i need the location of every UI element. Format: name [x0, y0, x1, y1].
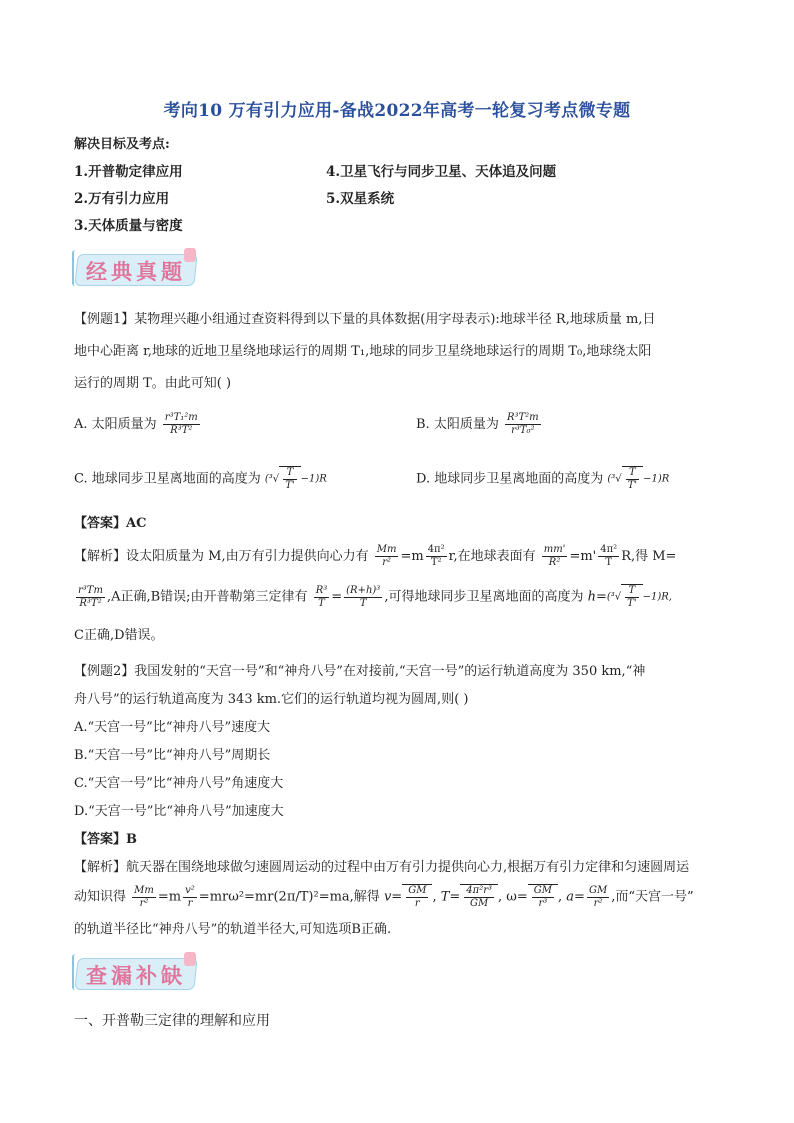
example2-stem-line: 舟八号”的运行轨道高度为 343 km.它们的运行轨道均视为圆周,则( ): [74, 692, 469, 707]
section-banner-classic: [72, 248, 202, 290]
example1-answer: 【答案】AC: [74, 516, 147, 531]
example2-option: B.“天宫一号”比“神舟八号”周期长: [74, 748, 271, 763]
example1-option-c: C. 地球同步卫星离地面的高度为 (³√ $\frac{T}{T'}$ −1)R: [74, 467, 327, 491]
formula-root: (³√ $\frac{T}{T'}$ −1)R: [264, 467, 327, 491]
example2-analysis-line1: 【解析】航天器在围绕地球做匀速圆周运动的过程中由万有引力提供向心力,根据万有引力定律和匀速圆周运: [74, 860, 690, 875]
example2-option: D.“天宫一号”比“神舟八号”加速度大: [74, 804, 284, 819]
objective-item: 2.万有引力应用: [74, 191, 170, 207]
example1-analysis-line2: $\frac{\text{r³Tm}}{\text{R³T²}}$ ,A正确,B错误;由开普勒第三定律有 $\frac{\text{R³}}{T}$ = $\frac{\text{(R+h)³}}{T}$ ,可得地球同步卫星离地面的高度为 h=(³√ $\frac{T}{T'}$ −1)R,: [78, 584, 672, 609]
formula-fraction: $\frac{\text{R³T²m}}{\text{r³T₀²}}$: [506, 412, 539, 436]
example2-option: C.“天宫一号”比“神舟八号”角速度大: [74, 776, 284, 791]
objective-item: 1.开普勒定律应用: [74, 164, 183, 180]
example2-analysis-line2: 动知识得 $\frac{Mm}{\text{r²}}$ =m $\frac{\text{v²}}{r}$ =mrω²=mr(2π/T)²=ma,解得 v= $\frac{GM}{r}$ , T= $\frac{\text{4π²r³}}{GM}$ , ω= $\frac{GM}{\text{r³}}$ , a= $\frac{GM}{\text{r²}}$ ,而“天宫一号”: [74, 884, 694, 909]
example1-stem-line: 运行的周期 T。由此可知( ): [74, 376, 232, 391]
example2-stem-line: 【例题2】我国发射的“天宫一号”和“神舟八号”在对接前,“天宫一号”的运行轨道高度为 350 km,“神: [74, 664, 646, 679]
banner-label: 查漏补缺: [86, 964, 186, 988]
example1-option-d: D. 地球同步卫星离地面的高度为 (³√ $\frac{T}{T'}$ −1)R: [416, 467, 670, 491]
section-banner-review: [72, 952, 202, 994]
example1-analysis-line1: 【解析】设太阳质量为 M,由万有引力提供向心力有 $\frac{Mm}{\text{r²}}$ =m $\frac{\text{4π²}}{\text{T²}}$ r,在地球表面有 $\frac{mm'}{\text{R²}}$ =m' $\frac{\text{4π²}}{T}$ R,得 M=: [74, 544, 677, 568]
binder-decoration-icon: [72, 250, 84, 286]
objective-item: 5.双星系统: [326, 191, 395, 207]
section-heading: 一、开普勒三定律的理解和应用: [74, 1013, 270, 1029]
page-title: 考向10 万有引力应用-备战2022年高考一轮复习考点微专题: [163, 101, 631, 121]
objective-item: 3.天体质量与密度: [74, 218, 183, 234]
example1-analysis-line3: C正确,D错误。: [74, 628, 164, 643]
formula-root: (³√ $\frac{T}{T'}$ −1)R: [607, 467, 670, 491]
banner-label: 经典真题: [86, 260, 186, 284]
binder-decoration-icon: [72, 954, 84, 990]
objectives-heading: 解决目标及考点:: [74, 137, 170, 152]
example2-answer: 【答案】B: [74, 832, 137, 847]
example2-option: A.“天宫一号”比“神舟八号”速度大: [74, 720, 271, 735]
example1-stem-line: 【例题1】某物理兴趣小组通过查资料得到以下量的具体数据(用字母表示):地球半径 R,地球质量 m,日: [74, 312, 656, 327]
example2-analysis-line3: 的轨道半径比“神舟八号”的轨道半径大,可知选项B正确.: [74, 922, 392, 937]
formula-fraction: $\frac{\text{r³T₁²m}}{\text{R³T²}}$: [164, 412, 198, 436]
example1-option-a: A. 太阳质量为 $\frac{\text{r³T₁²m}}{\text{R³T²}}$: [74, 412, 198, 436]
example1-option-b: B. 太阳质量为 $\frac{\text{R³T²m}}{\text{r³T₀²}}$: [416, 412, 539, 436]
objective-item: 4.卫星飞行与同步卫星、天体追及问题: [326, 164, 557, 180]
example1-stem-line: 地中心距离 r,地球的近地卫星绕地球运行的周期 T₁,地球的同步卫星绕地球运行的周期 T₀,地球绕太阳: [74, 344, 652, 359]
